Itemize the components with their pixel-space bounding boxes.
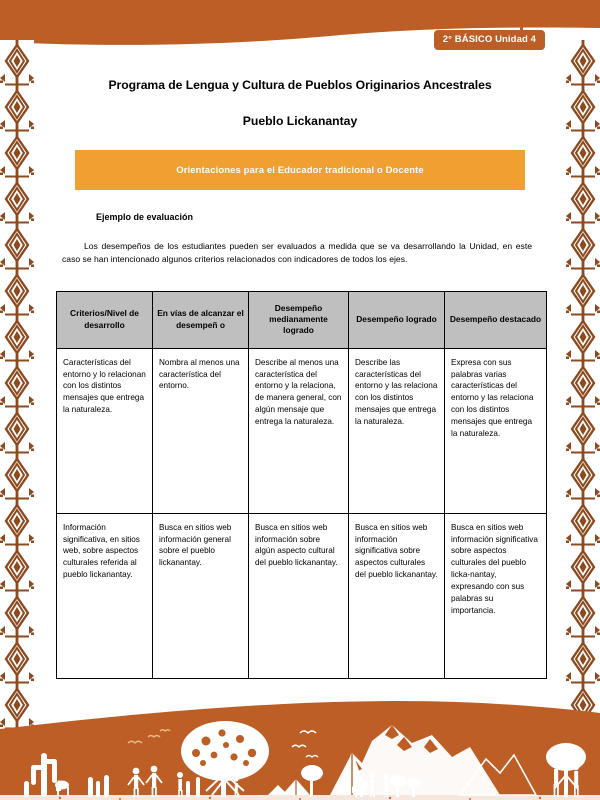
table-row (57, 348, 547, 513)
cell-destacado-2: Busca en sitios web información significativa sobre aspectos culturales del pueblo licka-nantay, expresando con sus palabras su importancia. (445, 513, 547, 678)
program-title: Programa de Lengua y Cultura de Pueblos Originarios Ancestrales (108, 78, 492, 92)
intro-paragraph-text: Los desempeños de los estudiantes pueden ser evaluados a medida que se va desarrollando la Unidad, en este caso se han intencionado algunos criterios relacionados con indicadores de todos los ejes. (62, 241, 532, 265)
cell-criterio-2: Información significativa, en sitios web, sobre aspectos culturales referida al pueblo lickanantay. (57, 513, 153, 678)
section-heading: Ejemplo de evaluación (96, 212, 194, 222)
cell-medianamente-1: Describe al menos una característica del entorno y la relaciona, de manera general, con algún mensaje que entrega la naturaleza. (249, 348, 349, 513)
cell-envias-2: Busca en sitios web información general sobre el pueblo lickanantay. (153, 513, 249, 678)
col-header-logrado: Desempeño logrado (349, 291, 445, 348)
cell-logrado-1: Describe las características del entorno y las relaciona con los distintos mensajes que entrega la naturaleza. (349, 348, 445, 513)
people-title: Pueblo Lickanantay (242, 114, 358, 128)
evaluation-rubric-table (56, 291, 547, 679)
col-header-destacado: Desempeño destacado (445, 291, 547, 348)
cell-envias-1: Nombra al menos una característica del entorno. (153, 348, 249, 513)
cell-destacado-1: Expresa con sus palabras varias características del entorno y las relaciona con los distintos mensajes que entrega la naturaleza. (445, 348, 547, 513)
col-header-en-vias: En vías de alcanzar el desempeñ o (153, 291, 249, 348)
rubric-table-wrapper (56, 291, 560, 679)
right-ornament-border (566, 40, 600, 740)
intro-paragraph (62, 240, 532, 267)
left-ornament-border (0, 40, 34, 740)
table-row (57, 513, 547, 678)
footer-landscape-illustration (0, 695, 600, 800)
table-header-row (57, 291, 547, 348)
content-area (40, 60, 560, 679)
orientation-banner-label: Orientaciones para el Educador tradicional o Docente (176, 164, 424, 176)
col-header-medianamente: Desempeño medianamente logrado (249, 291, 349, 348)
orientation-banner (75, 150, 525, 190)
unit-badge: 2° BÁSICO Unidad 4 (434, 30, 545, 50)
cell-criterio-1: Características del entorno y lo relacionan con los distintos mensajes que entrega la naturaleza. (57, 348, 153, 513)
col-header-criterios: Criterios/Nivel de desarrollo (57, 291, 153, 348)
cell-medianamente-2: Busca en sitios web información sobre algún aspecto cultural del pueblo lickanantay. (249, 513, 349, 678)
cell-logrado-2: Busca en sitios web información significativa sobre aspectos culturales del pueblo lickanantay. (349, 513, 445, 678)
